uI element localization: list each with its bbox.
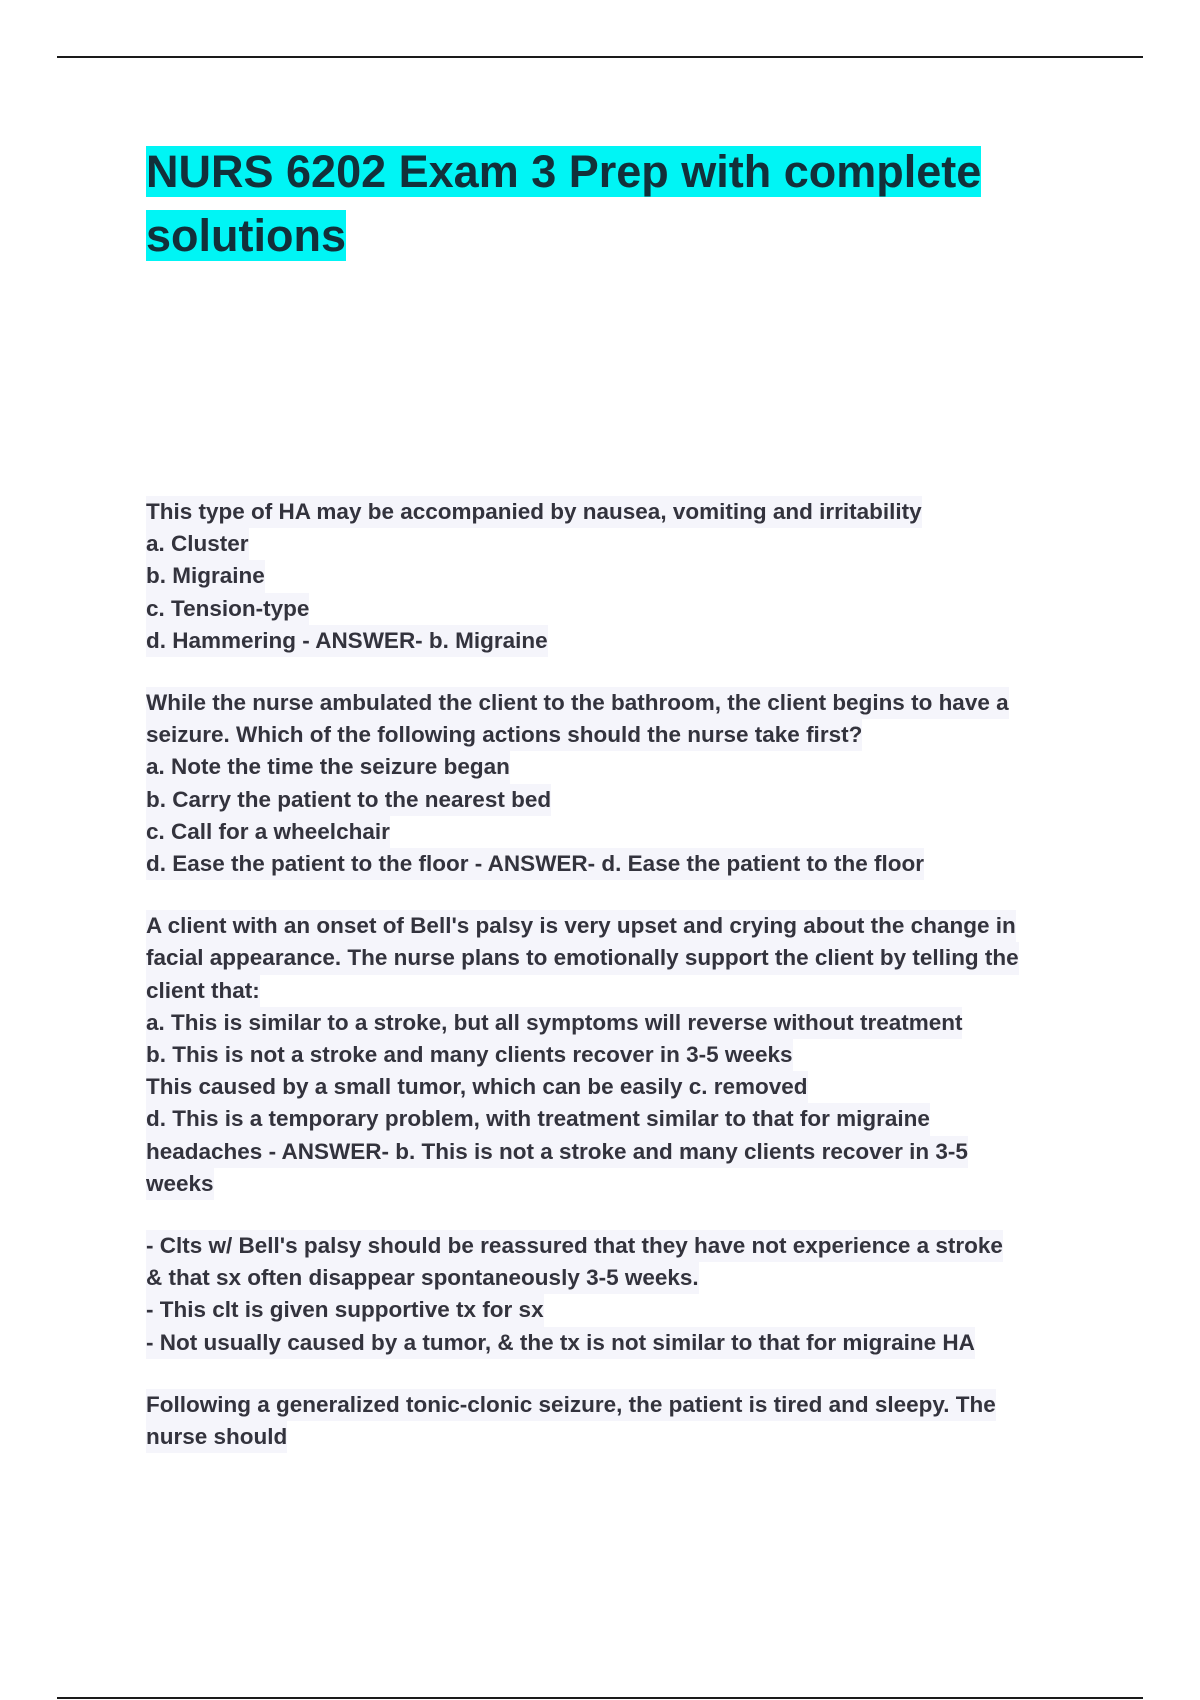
text-line: d. Ease the patient to the floor - ANSWER- d. Ease the patient to the floor	[146, 848, 924, 880]
title-line-1: NURS 6202 Exam 3 Prep with complete	[146, 146, 982, 197]
text-line: client that:	[146, 975, 260, 1007]
text-line: This caused by a small tumor, which can be easily c. removed	[146, 1071, 808, 1103]
text-line: This type of HA may be accompanied by nausea, vomiting and irritability	[146, 496, 922, 528]
bottom-rule	[57, 1697, 1143, 1699]
question-block-2	[146, 687, 1086, 880]
document-body	[146, 496, 1086, 1483]
question-block-4	[146, 1389, 1086, 1453]
text-line: b. Migraine	[146, 560, 265, 592]
text-line: While the nurse ambulated the client to the bathroom, the client begins to have a	[146, 687, 1009, 719]
text-line: facial appearance. The nurse plans to emotionally support the client by telling the	[146, 942, 1019, 974]
text-line: c. Tension-type	[146, 593, 309, 625]
text-line: d. Hammering - ANSWER- b. Migraine	[146, 625, 548, 657]
text-line: a. This is similar to a stroke, but all symptoms will reverse without treatment	[146, 1007, 962, 1039]
text-line: - This clt is given supportive tx for sx	[146, 1294, 544, 1326]
text-line: a. Note the time the seizure began	[146, 751, 510, 783]
text-line: d. This is a temporary problem, with treatment similar to that for migraine	[146, 1103, 930, 1135]
text-line: b. Carry the patient to the nearest bed	[146, 784, 551, 816]
top-rule	[57, 56, 1143, 58]
text-line: Following a generalized tonic-clonic seizure, the patient is tired and sleepy. The	[146, 1389, 996, 1421]
text-line: & that sx often disappear spontaneously 3-5 weeks.	[146, 1262, 699, 1294]
text-line: headaches - ANSWER- b. This is not a stroke and many clients recover in 3-5	[146, 1136, 968, 1168]
document-title	[146, 140, 1076, 268]
text-line: b. This is not a stroke and many clients recover in 3-5 weeks	[146, 1039, 793, 1071]
text-line: c. Call for a wheelchair	[146, 816, 390, 848]
question-block-1	[146, 496, 1086, 657]
text-line: weeks	[146, 1168, 214, 1200]
text-line: A client with an onset of Bell's palsy is very upset and crying about the change in	[146, 910, 1016, 942]
question-block-3	[146, 910, 1086, 1200]
text-line: nurse should	[146, 1421, 287, 1453]
rationale-block	[146, 1230, 1086, 1359]
text-line: seizure. Which of the following actions should the nurse take first?	[146, 719, 862, 751]
text-line: - Not usually caused by a tumor, & the tx is not similar to that for migraine HA	[146, 1327, 975, 1359]
text-line: a. Cluster	[146, 528, 249, 560]
title-line-2: solutions	[146, 210, 346, 261]
text-line: - Clts w/ Bell's palsy should be reassured that they have not experience a stroke	[146, 1230, 1003, 1262]
